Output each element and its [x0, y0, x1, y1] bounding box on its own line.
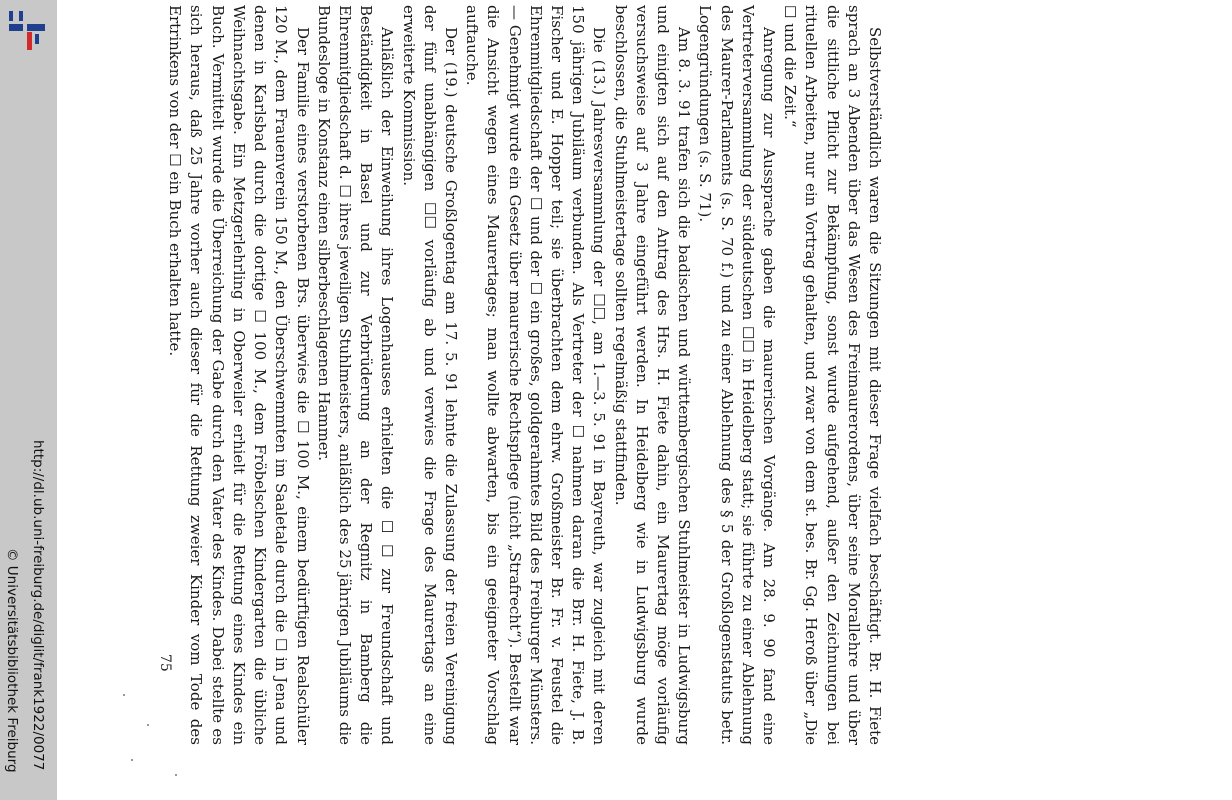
page-number: 75 — [157, 654, 173, 672]
paragraph-2: Anregung zur Aussprache gaben die maurerischen Vorgänge. Am 28. 9. 90 fand eine Vertreterversammlung der süddeutschen ☐☐ in Heidelberg statt; sie führte zu einer Ablehnung des Maurer-Parlaments (s. S. 70 f.) und zu einer Ablehnung des § 5 der Großlogenstatuts betr. Logengründungen (s. S. 71). — [696, 5, 778, 745]
paragraph-4: Die (13.) Jahresversammlung der ☐☐, am 1.—3. 5. 91 in Bayreuth, war zugleich mit deren 150 jährigen Jubiläum verbunden. Als Vertreter der ☐ nahmen daran die Brr. H. Fiete, J. B. Fischer und E. Hopper teil; sie überbrachten dem ehrw. Großmeister Br. Fr. v. Feustel die Ehrenmitgliedschaft der ☐ und der ☐ ein großes, goldgerahmtes Bild des Freiburger Münsters. — Genehmigt wurde ein Gesetz über maurerische Rechtspflege (nicht „Strafrecht“). Bestellt war die Ansicht wegen eines Maurertages; man wollte abwarten, bis ein geeigneter Vorschlag auftauche. — [463, 5, 609, 745]
paragraph-1: Selbstverständlich waren die Sitzungen mit dieser Frage vielfach beschäftigt. Br. H. Fiete sprach an 3 Abenden über das Wesen des Freimaurerordens, über seine Morallehre und über die sittliche Pflicht zur Bekämpfung, sonst wurde aufgehend, außer den Zeichnungen bei rituellen Arbeiten, nur ein Vortrag gehalten, und zwar von dem st. bes. Br. Gg. Heroß über „Die ☐ und die Zeit.“ — [781, 5, 884, 745]
permalink-url[interactable]: http://dl.ub.uni-freiburg.de/diglit/frank1922/0077 — [30, 440, 46, 771]
paragraph-6: Anläßlich der Einweihung ihres Logenhauses erhielten die ☐ ☐ zur Freundschaft und Beständigkeit in Basel und zur Verbrüderung an der Regnitz in Bamberg die Ehrenmitgliedschaft d. ☐ ihres jeweiligen Stuhlmeisters, anläßlich des 25 jährigen Jubiläums die Bundesloge in Konstanz einen silberbeschlagenen Hammer. — [314, 5, 397, 745]
viewer-sidebar — [0, 0, 57, 800]
university-library-logo-icon[interactable] — [6, 8, 48, 54]
paragraph-7: Der Familie eines verstorbenen Brs. überwies die ☐ 100 M., einem bedürftigen Realschüler 120 M., dem Frauenverein 150 M., den Überschwemmten im Saaletale durch die ☐ in Jena und denen in Karlsbad durch die dortige ☐ 100 M., dem Fröbelschen Kindergarten die übliche Weihnachtsgabe. Ein Metzgerlehrling in Oberweiler erhielt für die Rettung eines Kindes ein Buch. Vermittelt wurde die Überreichung der Gabe durch den Vater des Kindes. Dabei stellte es sich heraus, daß 25 Jahre vorher auch dieser für die Rettung zweier Kinder vom Tode des Ertrinkens von der ☐ ein Buch erhalten hatte. — [166, 5, 312, 745]
paragraph-3: Am 8. 3. 91 trafen sich die badischen und württembergischen Stuhlmeister in Ludwigsburg und einigten sich auf den Antrag des Hrs. H. Fiete dahin, ein Maurertag möge vorläufig versuchsweise auf 3 Jahre eingeführt werden. In Heidelberg wie in Ludwigsburg wurde beschlossen, die Stuhlmeistertage sollten regelmäßig stattfinden. — [611, 5, 694, 745]
page-text-block — [166, 5, 885, 745]
paragraph-5: Der (19.) deutsche Großlogentag am 17. 5. 91 lehnte die Zulassung der freien Vereinigung der fünf unabhängigen ☐☐ vorläufig ab und verwies die Frage des Maurertags an eine erweiterte Kommission. — [399, 5, 460, 745]
copyright-notice: © Universitätsbibliothek Freiburg — [4, 548, 20, 773]
